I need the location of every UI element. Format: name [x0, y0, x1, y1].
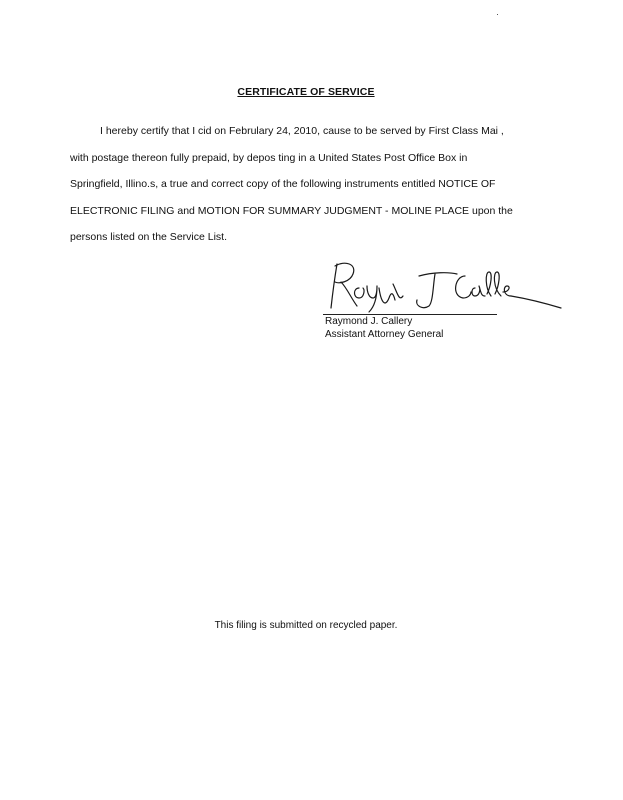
document-title: CERTIFICATE OF SERVICE	[237, 86, 375, 98]
signature-block	[323, 258, 573, 348]
body-line: ELECTRONIC FILING and MOTION FOR SUMMARY JUDGMENT - MOLINE PLACE upon the	[70, 204, 513, 217]
signer-title: Assistant Attorney General	[325, 329, 444, 340]
signature-line	[323, 314, 497, 315]
body-line: persons listed on the Service List.	[70, 231, 227, 243]
body-line: I hereby certify that I cid on Februlary 24, 2010, cause to be served by First Class Mai ,	[100, 125, 504, 137]
body-line: Springfield, Illino.s, a true and correct copy of the following instruments entitled NOTICE OF	[70, 178, 496, 190]
footer-note: This filing is submitted on recycled paper.	[214, 620, 398, 631]
body-line: with postage thereon fully prepaid, by depos ting in a United States Post Office Box in	[70, 151, 468, 164]
scan-speck	[497, 14, 498, 15]
handwritten-signature	[323, 258, 573, 318]
certificate-body	[70, 118, 570, 251]
signer-name: Raymond J. Callery	[325, 316, 413, 327]
